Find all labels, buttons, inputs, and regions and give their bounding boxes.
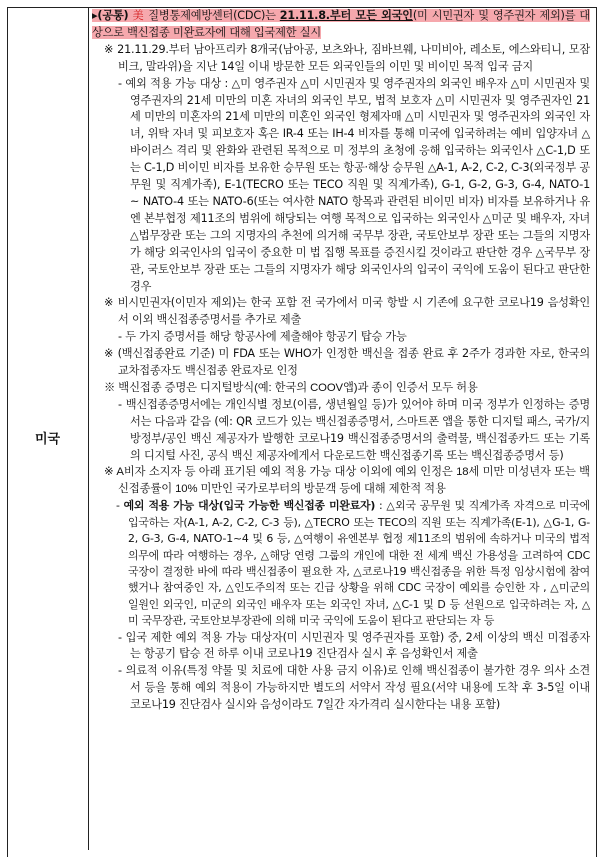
country-label: 미국 (34, 432, 61, 447)
column-divider (88, 7, 89, 850)
note-item: ※ 비시민권자(이민자 제외)는 한국 포함 전 국가에서 미국 항발 시 기존에 요구한 코로나19 음성확인서 이외 백신접종증명서를 추가로 제출 (104, 296, 591, 327)
note-item: ※ (백신접종완료 기준) 미 FDA 또는 WHO가 인정한 백신을 접종 완료 후 2주가 경과한 자로, 한국의 교차접종자도 백신접종 완료자로 인정 (104, 347, 590, 378)
flag-glyph: 美 (132, 9, 145, 22)
dash-item: - 입국 제한 예외 적용 가능 대상자(미 시민권자 및 영주권자를 포함) 중, 2세 이상의 백신 미접종자는 항공기 탑승 전 하루 이내 코로나19 진단검사 실시 후 음성확인서 제출 (118, 630, 590, 661)
dash-item: - 의료적 이유(특정 약물 및 치료에 대한 사용 금지 이유)로 인해 백신접종이 불가한 경우 의사 소견서 등을 통해 예외 적용이 가능하지만 별도의 서약서 작성 필요(서약 내용에 도착 후 3-5일 이내 코로나19 진단검사 실시와 음성이라도 7일간 자가격리 실시한다는 내용 포함) (118, 664, 591, 712)
arrow-marker-icon: ▸ (92, 9, 98, 22)
header-rest: (미 시민권자 및 영주권자 제외)를 대상으로 백신접종 미완료자에 대해 입국제한 실시 (92, 9, 590, 39)
exception-text: : △외국 공무원 및 직계가족 자격으로 미국에 입국하는 자(A-1, A-2, C-2, C-3 등), △TECRO 또는 TECO의 직원 또는 직계가족(E-1), △G-1, G-2, G-3, G-4, NATO-1~4 및 6 등, △여행이 유엔본부 협정 제11조의 범위에 속하거나 미국의 법적의무에 따라 여행하는 경우, △해당 연령 그룹의 개인에 대한 전 세계 백신 가용성을 고려하여 CDC 국장이 결정한 바에 따라 백신접종이 필요한 자, △코로나19 백신접종을 위한 특정 임상시험에 참여했거나 참여중인 자, △인도주의적 또는 긴급 상황을 위해 CDC 국장이 예외를 승인한 자 , △미군의 일원인 외국인, 미군의 외국인 배우자 또는 외국인 자녀, △C-1 및 D 등 선원으로 입국하려는 자, △미 국무장관, 국토안보부장관에 의해 미국 국익에 도움이 된다고 판단되는 자 등 (128, 499, 590, 628)
note-item: ※ 21.11.29.부터 남아프리카 8개국(남아공, 보츠와나, 짐바브웨, 나미비아, 레소토, 에스와티니, 모잠비크, 말라위)을 지난 14일 이내 방문한 모든 외국인들의 이민 및 비이민 목적 입국 금지 (104, 42, 590, 73)
dash-item: - 백신접종증명서에는 개인식별 정보(이름, 생년월일 등)가 있어야 하며 미국 정부가 인정하는 증명서는 다음과 같음 (예: QR 코드가 있는 백신접종증명서, 스마트폰 앱을 통한 디지털 패스, 국가/지방정부/공인 백신 제공자가 발행한 코로나19 백신접종증명서의 출력물, 백신접종카드 또는 기록의 디지털 사진, 공식 백신 제공자에게서 다운로드한 백신접종기록 또는 백신접종증명서 등) (118, 397, 590, 462)
dash-item: - 두 가지 증명서를 해당 항공사에 제출해야 항공기 탑승 가능 (118, 330, 407, 344)
notice-content (92, 8, 590, 714)
note-item: ※ 백신접종 증명은 디지털방식(예: 한국의 COOV앱)과 종이 인증서 모두 허용 (104, 381, 478, 394)
header-tag: (공통) (97, 9, 129, 22)
exception-title: 예외 적용 가능 대상(입국 가능한 백신접종 미완료자) (123, 499, 376, 513)
header-date: 21.11.8.부터 모든 외국인 (279, 9, 413, 22)
exception-paragraph: - 예외 적용 가능 대상(입국 가능한 백신접종 미완료자) : △외국 공무원 및 직계가족 자격으로 미국에 입국하는 자(A-1, A-2, C-2, C-3 등), △TECRO 또는 TECO의 직원 또는 직계가족(E-1), △G-1, G-2, G-3, G-4, NATO-1~4 및 6 등, △여행이 유엔본부 협정 제11조의 범위에 속하거나 미국의 법적의무에 따라 여행하는 경우, △해당 연령 그룹의 개인에 대한 전 세계 백신 가용성을 고려하여 CDC 국장이 결정한 바에 따라 백신접종이 필요한 자, △코로나19 백신접종을 위한 특정 임상시험에 참여했거나 참여중인 자, △인도주의적 또는 긴급 상황을 위해 CDC 국장이 예외를 승인한 자 , △미군의 일원인 외국인, 미군의 외국인 배우자 또는 외국인 자녀, △C-1 및 D 등 선원으로 입국하려는 자, △미 국무장관, 국토안보부장관에 의해 미국 국익에 도움이 된다고 판단되는 자 등 (116, 499, 590, 628)
dash-item: - 예외 적용 가능 대상 : △미 영주권자 △미 시민권자 및 영주권자의 외국인 배우자 △미 시민권자 및 영주권자의 21세 미만의 미혼 자녀의 외국인 부모, 법적 보호자 △미 시민권자 및 영주권자인 21세 미만의 미혼자의 21세 미만의 미혼인 외국인 형제자매 △미 시민권자 및 영주권자의 외국인 자녀, 위탁 자녀 및 피보호자 혹은 IR-4 또는 IH-4 비자를 통해 미국에 입국하려는 예비 입양자녀 △바이러스 격리 및 완화와 관련된 목적으로 미 정부의 초청에 응해 입국하는 외국인사 △C-1,D 또는 C-1,D 비이민 비자를 보유한 승무원 또는 항공·해상 승무원 △A-1, A-2, C-2, C-3(외국정부 공무원 및 직계가족), E-1(TECRO 또는 TECO 직원 및 직계가족), G-1, G-2, G-3, G-4, NATO-1 ~ NATO-4 또는 NATO-6(또는 여사한 NATO 항목과 관련된 비이민 비자) 비자를 보유하거나 유엔 본부협정 제11조의 범위에 해당되는 여행 목적으로 입국하는 외국인사 △미군 및 배우자, 자녀 △법무장관 또는 그의 지명자의 추천에 의거해 국무부 장관, 국토안보부 장관 또는 그들의 지명자가 해당 외국인사의 입국이 중요한 미 법 집행 목표를 증진시킬 것이라고 판단한 경우 △국무부 장관, 국토안보부 장관 또는 그들의 지명자가 해당 외국인사의 입국이 국익에 도움이 된다고 판단한 경우 (118, 76, 590, 293)
header-agency: 질병통제예방센터(CDC)는 (148, 9, 276, 22)
note-item: ※ A비자 소지자 등 아래 표기된 예외 적용 가능 대상 이외에 예외 인정은 18세 미만 미성년자 또는 백신접종률이 10% 미만인 국가로부터의 방문객 등에 대해 제한적 적용 (104, 466, 590, 496)
header-highlight (92, 9, 590, 39)
header-paragraph (92, 8, 590, 42)
